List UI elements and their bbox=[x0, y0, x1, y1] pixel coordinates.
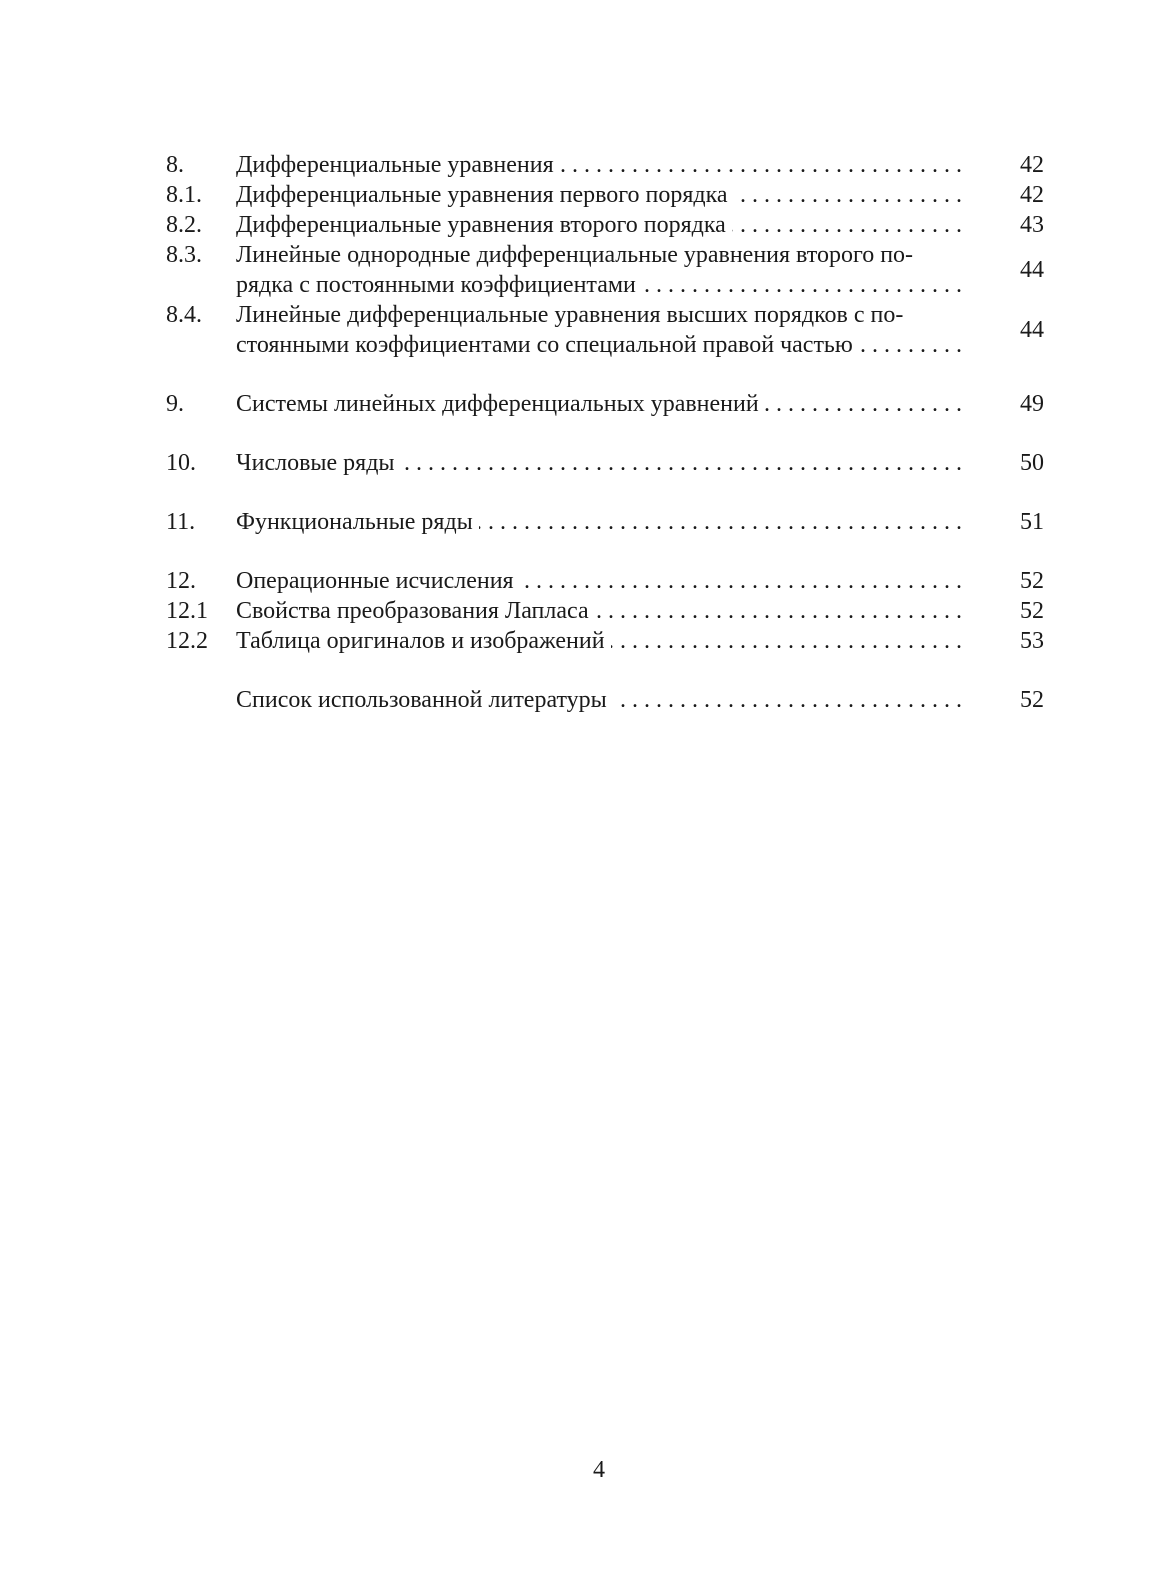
toc-entry-title bbox=[236, 240, 966, 300]
toc-entry-page: 49 bbox=[1020, 391, 1044, 417]
toc-entry-number: 8.2. bbox=[166, 212, 202, 238]
toc-entry-title-line: Список использованной литературы bbox=[236, 687, 613, 713]
toc-entry-title bbox=[236, 210, 966, 240]
toc-entry-title bbox=[236, 448, 966, 478]
toc-entry-page: 43 bbox=[1020, 212, 1044, 238]
toc-entry-page: 51 bbox=[1020, 509, 1044, 535]
toc-entry-title bbox=[236, 566, 966, 596]
toc-entry-12-2[interactable] bbox=[166, 626, 1044, 656]
toc-entry-number: 8.3. bbox=[166, 242, 202, 268]
toc-entry-title bbox=[236, 596, 966, 626]
toc-entry-8-2[interactable] bbox=[166, 210, 1044, 240]
toc-entry-8-4[interactable] bbox=[166, 300, 1044, 360]
toc-spacer bbox=[166, 656, 1044, 685]
toc-entry-title-line: Дифференциальные уравнения первого порядка bbox=[236, 182, 734, 208]
toc-entry-number: 8.4. bbox=[166, 302, 202, 328]
toc-entry-title bbox=[236, 626, 966, 656]
toc-entry-title bbox=[236, 150, 966, 180]
toc-entry-title-line: стоянными коэффициентами со специальной правой частью bbox=[236, 332, 859, 358]
toc-entry-title-line: Таблица оригиналов и изображений bbox=[236, 628, 611, 654]
table-of-contents bbox=[166, 150, 1044, 715]
toc-entry-12-1[interactable] bbox=[166, 596, 1044, 626]
toc-entry-title-line: Дифференциальные уравнения второго порядка bbox=[236, 212, 732, 238]
toc-entry-title-line: Линейные однородные дифференциальные уравнения второго по- bbox=[236, 242, 914, 268]
toc-entry-page: 42 bbox=[1020, 182, 1044, 208]
toc-entry-number: 11. bbox=[166, 509, 196, 535]
toc-entry-9[interactable] bbox=[166, 389, 1044, 419]
toc-entry-number: 8. bbox=[166, 152, 184, 178]
toc-entry-11[interactable] bbox=[166, 507, 1044, 537]
toc-entry-page: 44 bbox=[1020, 257, 1044, 283]
toc-entry-page: 42 bbox=[1020, 152, 1044, 178]
toc-entry-page: 52 bbox=[1020, 568, 1044, 594]
toc-entry-number: 9. bbox=[166, 391, 184, 417]
toc-entry-title bbox=[236, 685, 966, 715]
toc-spacer bbox=[166, 478, 1044, 507]
toc-entry-title-line: Линейные дифференциальные уравнения высших порядков с по- bbox=[236, 302, 904, 328]
toc-entry-title-line: Числовые ряды bbox=[236, 450, 401, 476]
toc-spacer bbox=[166, 537, 1044, 566]
toc-entry-title bbox=[236, 507, 966, 537]
toc-entry-title-line: Системы линейных дифференциальных уравнений bbox=[236, 391, 765, 417]
toc-entry-bibliography[interactable] bbox=[166, 685, 1044, 715]
toc-entry-title bbox=[236, 389, 966, 419]
toc-entry-12[interactable] bbox=[166, 566, 1044, 596]
toc-entry-title-line: рядка с постоянными коэффициентами bbox=[236, 272, 642, 298]
toc-entry-title bbox=[236, 300, 966, 360]
toc-spacer bbox=[166, 419, 1044, 448]
toc-entry-10[interactable] bbox=[166, 448, 1044, 478]
toc-entry-title-line: Операционные исчисления bbox=[236, 568, 520, 594]
toc-spacer bbox=[166, 360, 1044, 389]
toc-entry-page: 53 bbox=[1020, 628, 1044, 654]
toc-entry-number: 8.1. bbox=[166, 182, 202, 208]
toc-entry-number: 12.1 bbox=[166, 598, 208, 624]
toc-entry-title-line: Свойства преобразования Лапласа bbox=[236, 598, 595, 624]
toc-entry-page: 52 bbox=[1020, 687, 1044, 713]
page-number: 4 bbox=[593, 1457, 605, 1483]
toc-entry-title-line: Дифференциальные уравнения bbox=[236, 152, 560, 178]
toc-entry-page: 44 bbox=[1020, 317, 1044, 343]
toc-entry-page: 50 bbox=[1020, 450, 1044, 476]
toc-entry-8-3[interactable] bbox=[166, 240, 1044, 300]
toc-entry-title bbox=[236, 180, 966, 210]
toc-entry-number: 12. bbox=[166, 568, 196, 594]
toc-entry-8[interactable] bbox=[166, 150, 1044, 180]
toc-entry-number: 10. bbox=[166, 450, 196, 476]
toc-entry-title-line: Функциональные ряды bbox=[236, 509, 479, 535]
toc-entry-page: 52 bbox=[1020, 598, 1044, 624]
toc-entry-8-1[interactable] bbox=[166, 180, 1044, 210]
toc-entry-number: 12.2 bbox=[166, 628, 208, 654]
